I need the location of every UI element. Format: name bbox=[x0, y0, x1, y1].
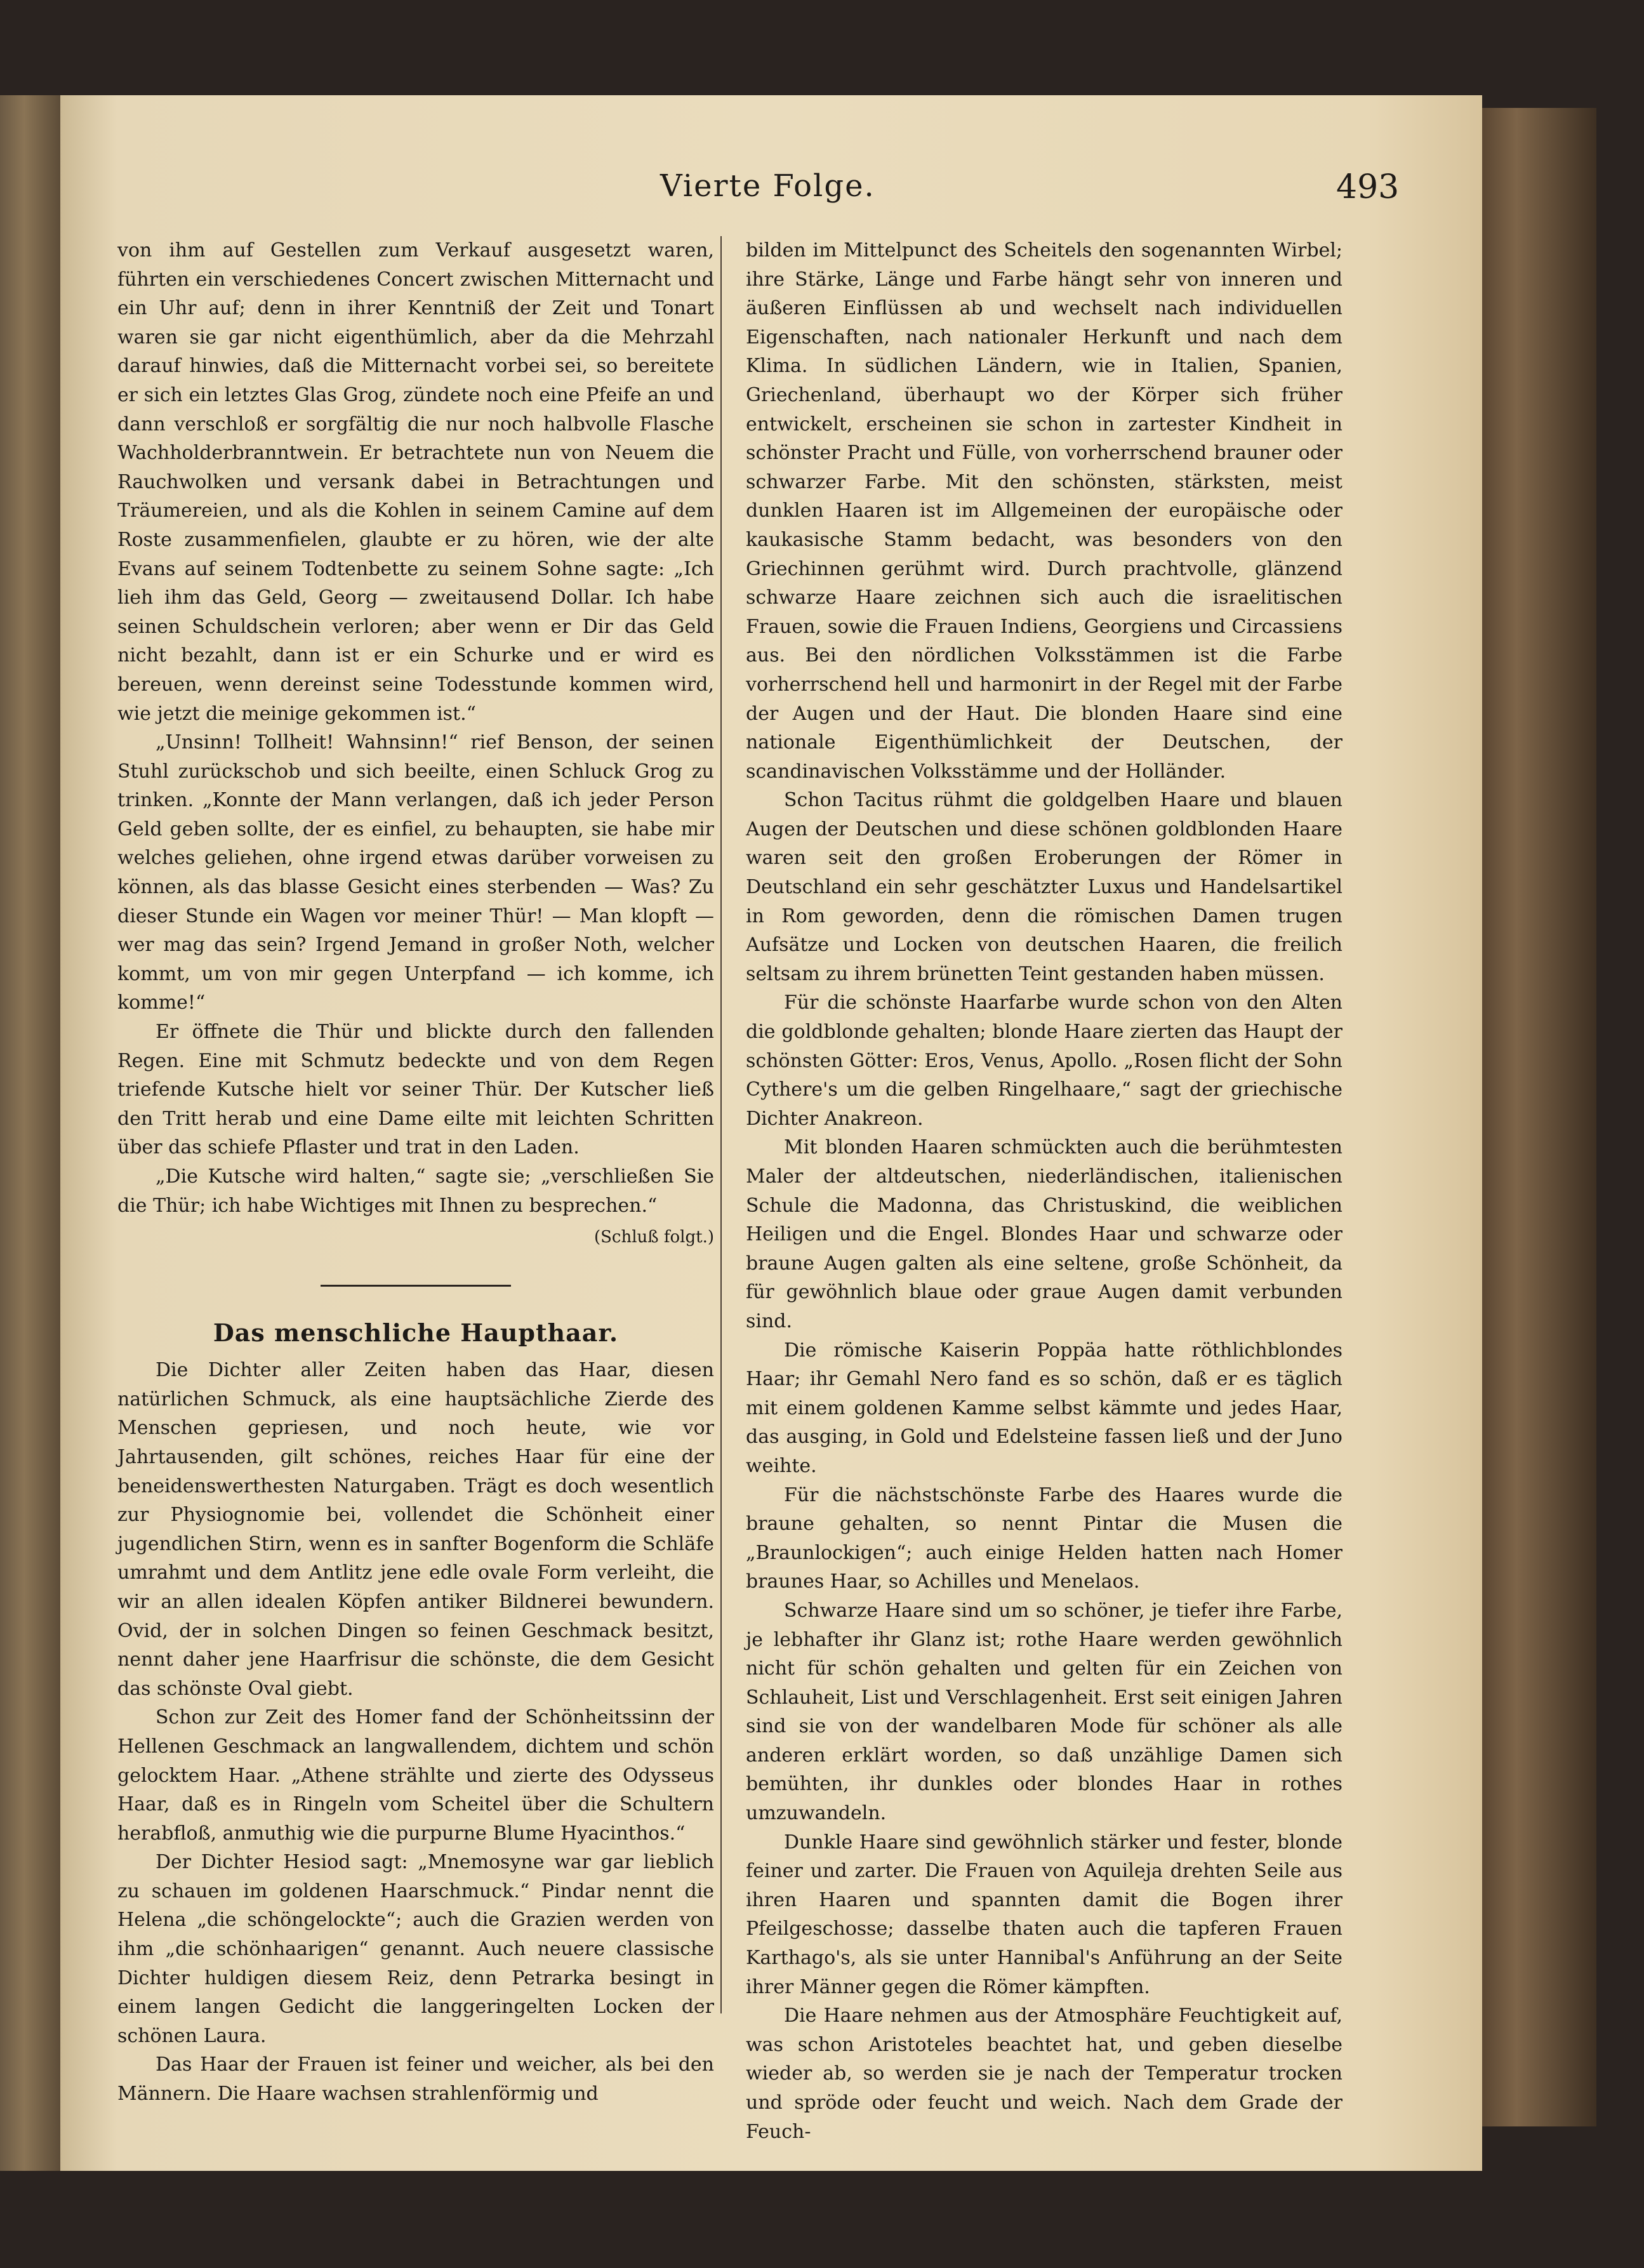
column-rule bbox=[720, 236, 722, 2013]
article-paragraph: Dunkle Haare sind gewöhnlich stärker und fester, blonde feiner und zarter. Die Frauen von Aquileja drehten Seile aus ihren Haaren und spannten damit die Bogen ihrer Pfeilgeschosse; dasselbe thaten auch die tapferen Frauen Karthago's, als sie unter Hannibal's Anführung an der Seite ihrer Männer gegen die Römer kämpften. bbox=[746, 1831, 1342, 1998]
page-header bbox=[60, 168, 1482, 225]
left-page-edge bbox=[0, 95, 60, 2171]
page-stack-edge bbox=[1482, 108, 1596, 2126]
story-paragraph: „Unsinn! Tollheit! Wahnsinn!“ rief Benson, der seinen Stuhl zurückschob und sich beeilte, einen Schluck Grog zu trinken. „Konnte der Mann verlangen, daß ich jeder Person Geld geben sollte, der es einfiel, zu behaupten, sie habe mir welches geliehen, ohne irgend etwas darüber vorweisen zu können, als das blasse Gesicht eines sterbenden — Was? Zu dieser Stunde ein Wagen vor meiner Thür! — Man klopft — wer mag das sein? Irgend Jemand in großer Noth, welcher kommt, um von mir gegen Unterpfand — ich komme, ich komme!“ bbox=[117, 731, 714, 1014]
article-paragraph: Für die nächstschönste Farbe des Haares wurde die braune gehalten, so nennt Pintar die Musen die „Braunlockigen“; auch einige Helden hatten nach Homer braunes Haar, so Achilles und Menelaos. bbox=[746, 1483, 1342, 1593]
left-column bbox=[117, 236, 714, 2109]
article-paragraph: Mit blonden Haaren schmückten auch die berühmtesten Maler der altdeutschen, niederländischen, italienischen Schule die Madonna, das Christuskind, die weiblichen Heiligen und die Engel. Blondes Haar und schwarze oder braune Augen galten als eine seltene, große Schönheit, da für gewöhnlich blaue oder graue Augen damit verbunden sind. bbox=[746, 1136, 1342, 1332]
story-paragraph: von ihm auf Gestellen zum Verkauf ausgesetzt waren, führten ein verschiedenes Concert zwischen Mitternacht und ein Uhr auf; denn in ihrer Kenntniß der Zeit und Tonart waren sie gar nicht eigenthümlich, aber da die Mehrzahl darauf hinwies, daß die Mitternacht vorbei sei, so bereitete er sich ein letztes Glas Grog, zündete noch eine Pfeife an und dann verschloß er sorgfältig die nur noch halbvolle Flasche Wachholderbranntwein. Er betrachtete nun von Neuem die Rauchwolken und versank dabei in Betrachtungen und Träumereien, und als die Kohlen in seinem Camine auf dem Roste zusammenfielen, glaubte er zu hören, wie der alte Evans auf seinem Todtenbette zu seinem Sohne sagte: „Ich lieh ihm das Geld, Georg — zweitausend Dollar. Ich habe seinen Schuldschein verloren; aber wenn er Dir das Geld nicht bezahlt, dann ist er ein Schurke und er wird es bereuen, wenn dereinst seine Todesstunde kommen wird, wie jetzt die meinige gekommen ist.“ bbox=[117, 239, 714, 725]
article-paragraph: Das Haar der Frauen ist feiner und weicher, als bei den Männern. Die Haare wachsen strahlenförmig und bbox=[117, 2053, 714, 2106]
story-paragraph: Er öffnete die Thür und blickte durch den fallenden Regen. Eine mit Schmutz bedeckte und von dem Regen triefende Kutsche hielt vor seiner Thür. Der Kutscher ließ den Tritt herab und eine Dame eilte mit leichten Schritten über das schiefe Pflaster und trat in den Laden. bbox=[117, 1021, 714, 1159]
page-number: 493 bbox=[1336, 168, 1400, 206]
article-paragraph: Die Haare nehmen aus der Atmosphäre Feuchtigkeit auf, was schon Aristoteles beachtet hat, und geben dieselbe wieder ab, so werden sie je nach der Temperatur trocken und spröde oder feucht und weich. Nach dem Grade der Feuch- bbox=[746, 2005, 1342, 2143]
right-column bbox=[746, 236, 1342, 2146]
article-paragraph: Die römische Kaiserin Poppäa hatte röthlichblondes Haar; ihr Gemahl Nero fand es so schön, daß er es täglich mit einem goldenen Kamme selbst kämmte und jedes Haar, das ausging, in Gold und Edelsteine fassen ließ und der Juno weihte. bbox=[746, 1339, 1342, 1477]
article-title: Das menschliche Haupthaar. bbox=[213, 1318, 619, 1348]
article-paragraph: Schon zur Zeit des Homer fand der Schönheitssinn der Hellenen Geschmack an langwallendem, dichtem und schön gelocktem Haar. „Athene strählte und zierte des Odysseus Haar, daß es in Ringeln vom Scheitel über die Schultern herabfloß, anmuthig wie die purpurne Blume Hyacinthos.“ bbox=[117, 1706, 714, 1845]
story-paragraph: „Die Kutsche wird halten,“ sagte sie; „verschließen Sie die Thür; ich habe Wichtiges mit Ihnen zu besprechen.“ bbox=[117, 1165, 714, 1217]
article-paragraph: Schon Tacitus rühmt die goldgelben Haare und blauen Augen der Deutschen und diese schönen goldblonden Haare waren seit den großen Eroberungen der Römer in Deutschland ein sehr geschätzter Luxus und Handelsartikel in Rom geworden, denn die römischen Damen trugen Aufsätze und Locken von deutschen Haaren, die freilich seltsam zu ihrem brünetten Teint gestanden haben müssen. bbox=[746, 789, 1342, 985]
article-paragraph: Die Dichter aller Zeiten haben das Haar, diesen natürlichen Schmuck, als eine hauptsächliche Zierde des Menschen gepriesen, und noch heute, wie vor Jahrtausenden, gilt schönes, reiches Haar für eine der beneidenswerthesten Naturgaben. Trägt es doch wesentlich zur Physiognomie bei, vollendet die Schönheit einer jugendlichen Stirn, wenn es in sanfter Bogenform die Schläfe umrahmt und dem Antlitz jene edle ovale Form verleiht, die wir an allen idealen Köpfen antiker Bildnerei bewundern. Ovid, der in solchen Dingen so feinen Geschmack besitzt, nennt daher jene Haarfrisur die schönste, die dem Gesicht das schönste Oval giebt. bbox=[117, 1359, 714, 1700]
article-paragraph: Der Dichter Hesiod sagt: „Mnemosyne war gar lieblich zu schauen im goldenen Haarschmuck.“ Pindar nennt die Helena „die schöngelockte“; auch die Grazien werden von ihm „die schönhaarigen“ genannt. Auch neuere classische Dichter huldigen diesem Reiz, denn Petrarka besingt in einem langen Gedicht die langgeringelten Locken der schönen Laura. bbox=[117, 1851, 714, 2047]
continued-note: (Schluß folgt.) bbox=[593, 1228, 714, 1247]
article-paragraph: Für die schönste Haarfarbe wurde schon von den Alten die goldblonde gehalten; blonde Haare zierten das Haupt der schönsten Götter: Eros, Venus, Apollo. „Rosen flicht der Sohn Cythere's um die gelben Ringelhaare,“ sagt der griechische Dichter Anakreon. bbox=[746, 991, 1342, 1130]
book-page bbox=[60, 95, 1482, 2171]
article-paragraph: Schwarze Haare sind um so schöner, je tiefer ihre Farbe, je lebhafter ihr Glanz ist; rothe Haare werden gewöhnlich nicht für schön gehalten und gelten für ein Zeichen von Schlauheit, List und Verschlagenheit. Erst seit einigen Jahren sind sie von der wandelbaren Mode für schöner als alle anderen erklärt worden, so daß unzählige Damen sich bemühten, ihr dunkles oder blondes Haar in rothes umzuwandeln. bbox=[746, 1599, 1342, 1825]
section-divider bbox=[321, 1285, 511, 1287]
article-paragraph: bilden im Mittelpunct des Scheitels den sogenannten Wirbel; ihre Stärke, Länge und Farbe hängt sehr von inneren und äußeren Einflüssen ab und wechselt nach individuellen Eigenschaften, nach nationaler Herkunft und nach dem Klima. In südlichen Ländern, wie in Italien, Spanien, Griechenland, überhaupt wo der Körper sich früher entwickelt, erscheinen sie schon in zartester Kindheit in schönster Pracht und Fülle, von vorherrschend brauner oder schwarzer Farbe. Mit den schönsten, stärksten, meist dunklen Haaren ist im Allgemeinen der europäische oder kaukasische Stamm bedacht, was besonders von den Griechinnen gerühmt wird. Durch prachtvolle, glänzend schwarze Haare zeichnen sich auch die israelitischen Frauen, sowie die Frauen Indiens, Georgiens und Circassiens aus. Bei den nördlichen Volksstämmen ist die Farbe vorherrschend hell und harmonirt in der Regel mit der Farbe der Augen und der Haut. Die blonden Haare sind eine nationale Eigenthümlichkeit der Deutschen, der scandinavischen Volksstämme und der Holländer. bbox=[746, 239, 1342, 783]
running-head: Vierte Folge. bbox=[660, 168, 875, 204]
